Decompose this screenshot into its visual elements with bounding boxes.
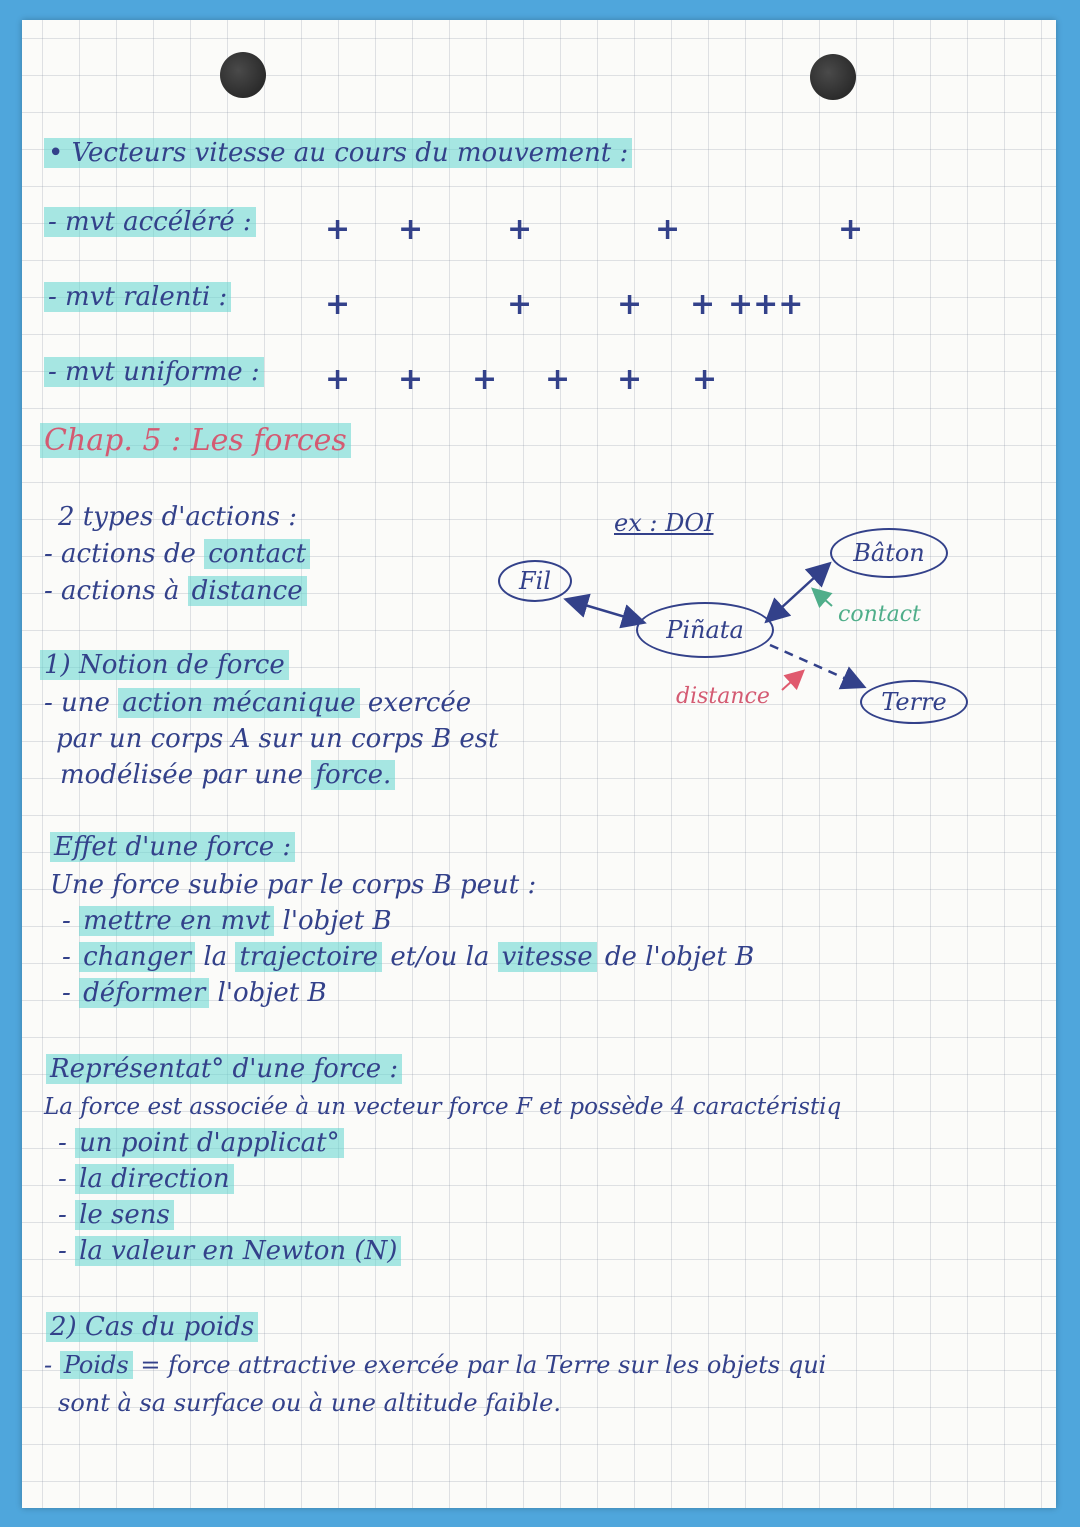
representation-item-4: - la valeur en Newton (N): [58, 1234, 401, 1268]
notion-line1: - une action mécanique exercée: [44, 688, 472, 718]
notion-heading: 1) Notion de force: [40, 648, 289, 682]
effet-item-2: - changer la trajectoire et/ou la vitesse de l'objet B: [62, 942, 755, 972]
representation-heading: Représentat° d'une force :: [46, 1052, 402, 1086]
row-ralenti-label: - mvt ralenti :: [44, 280, 231, 314]
effet-item-3: - déformer l'objet B: [62, 978, 327, 1008]
representation-item-2: - la direction: [58, 1162, 234, 1196]
arrow-fil-pinata: [568, 600, 642, 622]
poids-line2: sont à sa surface ou à une altitude faible.: [58, 1389, 561, 1417]
actions-contact: - actions de contact: [44, 537, 310, 571]
representation-item-1: - un point d'applicat°: [58, 1126, 344, 1160]
node-fil: Fil: [498, 560, 572, 602]
actions-distance: - actions à distance: [44, 574, 307, 608]
effet-intro: Une force subie par le corps B peut :: [50, 870, 537, 900]
contact-label: contact: [838, 602, 921, 627]
poids-line1: - Poids = force attractive exercée par la Terre sur les objets qui: [44, 1351, 827, 1379]
vitesse-title: • Vecteurs vitesse au cours du mouvement :: [44, 136, 632, 170]
poids-heading: 2) Cas du poids: [46, 1310, 258, 1344]
notion-line2: par un corps A sur un corps B est: [56, 724, 499, 754]
row-accelere-label: - mvt accéléré :: [44, 205, 256, 239]
arrow-baton-pinata: [768, 565, 828, 620]
actions-intro: 2 types d'actions :: [58, 502, 297, 532]
contact-pointer: [814, 590, 832, 606]
node-pinata: Piñata: [636, 602, 774, 658]
chapter-title: Chap. 5 : Les forces: [40, 424, 351, 458]
node-baton: Bâton: [830, 528, 948, 578]
representation-item-3: - le sens: [58, 1198, 174, 1232]
notion-line3: modélisée par une force.: [60, 758, 395, 792]
arrow-pinata-terre: [770, 645, 862, 686]
distance-pointer: [782, 672, 802, 690]
example-label: ex : DOI: [614, 509, 714, 537]
effet-item-1: - mettre en mvt l'objet B: [62, 906, 392, 936]
representation-intro: La force est associée à un vecteur force F et possède 4 caractéristiq: [44, 1094, 842, 1120]
row-uniforme-label: - mvt uniforme :: [44, 355, 264, 389]
effet-heading: Effet d'une force :: [50, 830, 295, 864]
distance-label: distance: [676, 684, 770, 709]
node-terre: Terre: [860, 680, 968, 724]
